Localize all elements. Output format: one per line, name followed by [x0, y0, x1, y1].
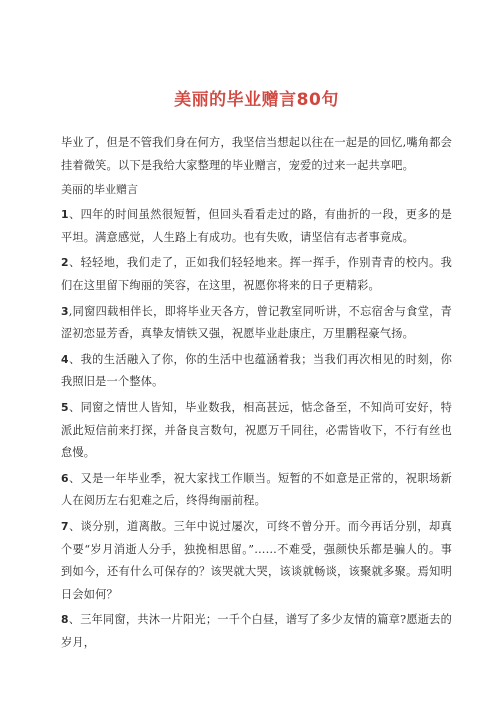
item-separator: 、	[68, 208, 81, 222]
item-number: 5	[61, 400, 69, 414]
item-separator: 、	[68, 352, 81, 366]
item-text: 轻轻地，我们走了，正如我们轻轻地来。挥一挥手，作别青青的校内。我们在这里留下绚丽的笑容，在这里，祝愿你将来的日子更精彩。	[61, 256, 452, 292]
list-item	[61, 609, 452, 654]
list-item	[61, 397, 452, 465]
list-item	[61, 204, 452, 249]
item-text: 又是一年毕业季，祝大家找工作顺当。短暂的不如意是正常的，祝职场新人在阅历左右犯难之后，终得绚丽前程。	[61, 471, 452, 508]
list-item	[61, 468, 452, 513]
item-separator: 、	[68, 613, 81, 627]
items-list	[61, 204, 452, 654]
item-number: 4	[61, 352, 69, 366]
item-text: 三年同窗，共沐一片阳光；一千个白昼，谱写了多少友情的篇章?愿逝去的岁月，	[61, 613, 452, 649]
item-number: 6	[61, 471, 69, 485]
list-item	[61, 301, 452, 346]
item-text: 同窗之情世人皆知，毕业数我，相高甚远，惦念备至，不知尚可安好，特派此短信前来打探，并备良言数句，祝愿万千同往，必需皆收下，不行有丝也怠慢。	[61, 400, 452, 460]
item-separator: 、	[68, 471, 81, 485]
item-text: 谈分别，道离散。三年中说过屡次，可终不曾分开。而今再话分别，却真个要“岁月消逝人分手，独挽相思留。”……不难受，强颜快乐都是骗人的。事到如今，还有什么可保存的？该哭就大哭，该谈就畅谈，该聚就多聚。焉知明日会如何？	[61, 519, 452, 601]
item-text: 四年的时间虽然很短暂，但回头看看走过的路，有曲折的一段，更多的是平坦。满意感觉，人生路上有成功。也有失败，请坚信有志者事竟成。	[61, 208, 452, 244]
list-item	[61, 516, 452, 606]
item-number: 7	[61, 519, 69, 533]
item-number: 2	[61, 256, 69, 270]
item-number: 3	[61, 304, 69, 318]
intro-paragraph: 毕业了，但是不管我们身在何方，我坚信当想起以往在一起是的回忆,嘴角都会挂着微笑。以下是我给大家整理的毕业赠言，宠爱的过来一起共享吧。	[61, 136, 452, 172]
section-subheading: 美丽的毕业赠言	[61, 183, 138, 197]
item-number: 1	[61, 208, 69, 222]
item-number: 8	[61, 613, 69, 627]
item-text: 同窗四载相伴长，即将毕业天各方，曾记教室同听讲，不忘宿舍与食堂，青涩初恋显芳香，真挚友情铁又强，祝愿毕业赴康庄，万里鹏程豪气扬。	[61, 304, 452, 341]
page-title: 美丽的毕业赠言80句	[174, 90, 339, 110]
list-item	[61, 349, 452, 394]
list-item	[61, 252, 452, 297]
item-separator: 、	[68, 400, 81, 414]
item-text: 我的生活融入了你，你的生活中也蕴涵着我；当我们再次相见的时刻，你我照旧是一个整体。	[61, 352, 452, 389]
item-separator: 、	[68, 256, 81, 270]
item-separator: 、	[68, 519, 81, 533]
item-separator: ,	[68, 304, 73, 318]
